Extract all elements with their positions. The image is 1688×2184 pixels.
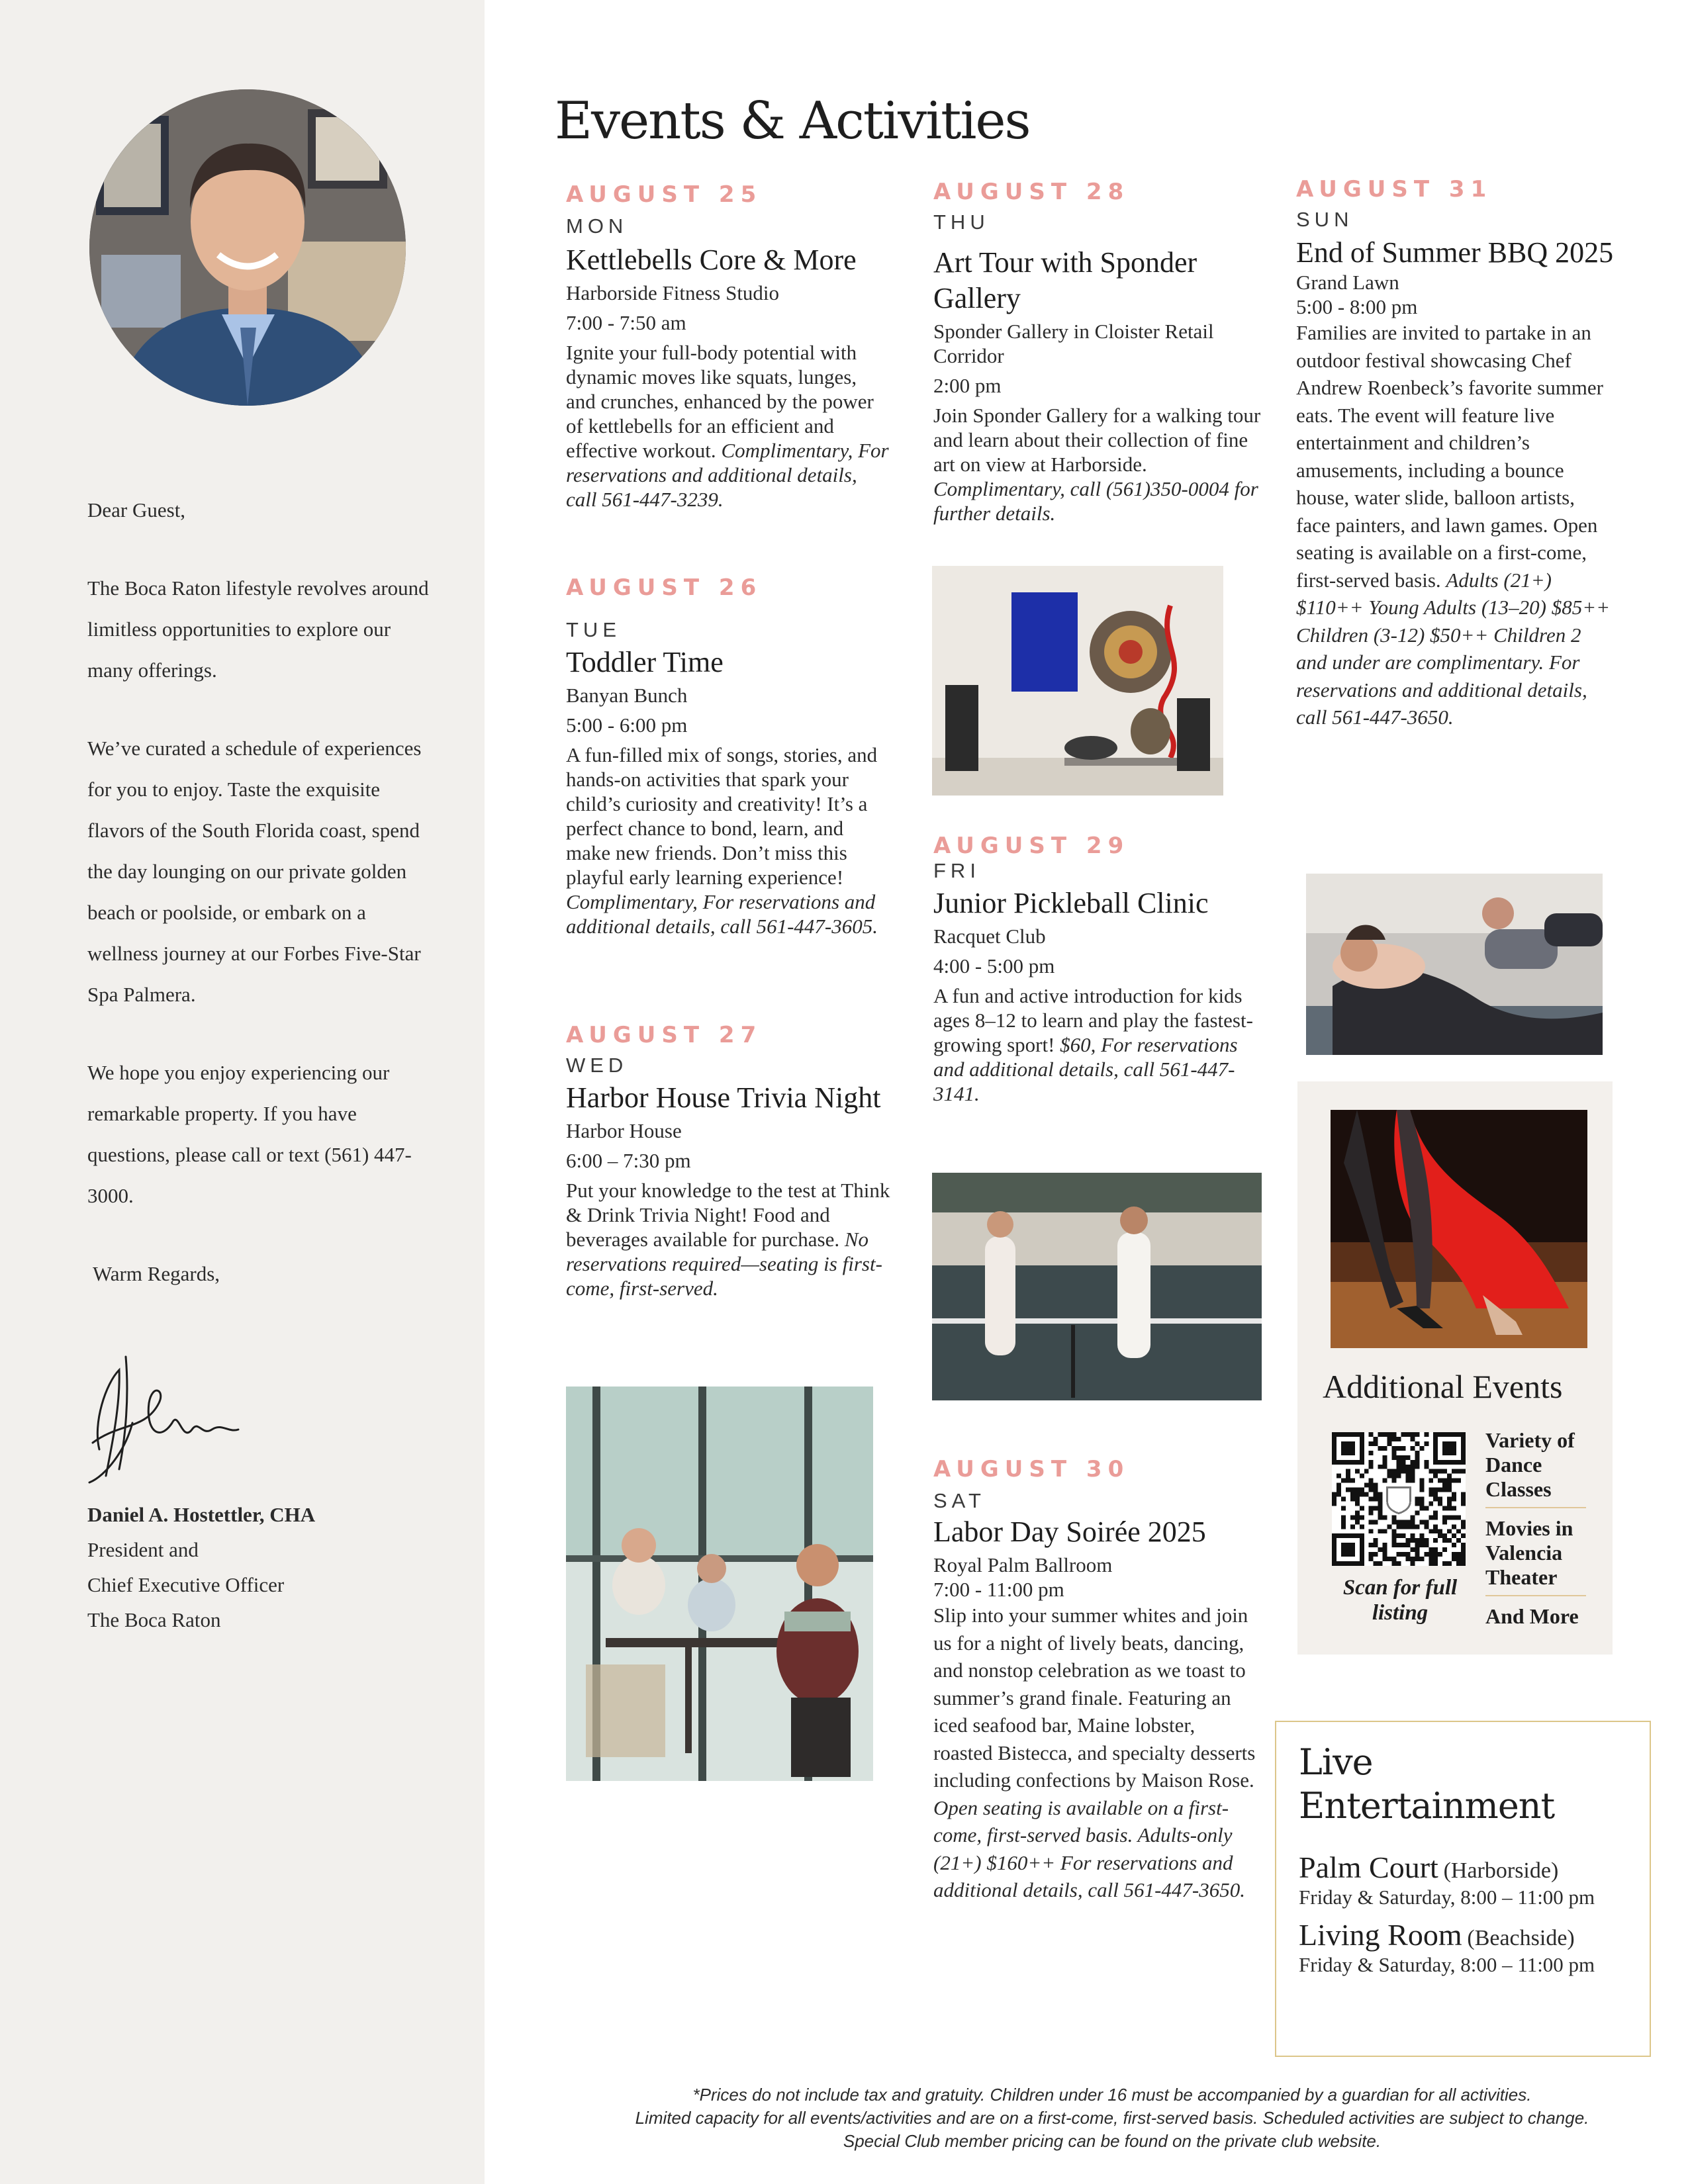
event-date: AUGUST 31: [1296, 176, 1493, 203]
event-date: AUGUST 30: [933, 1456, 1130, 1482]
event-toddler-time: [566, 645, 890, 938]
event-day: TUE: [566, 618, 621, 641]
event-kettlebells: [566, 242, 890, 512]
event-description: A fun-filled mix of songs, stories, and hands-on activities that spark your child’s curiosity and creativity! It’s a perfect chance to bond, learn, and make new friends. Don’t miss this playful early learning experience!: [566, 743, 878, 889]
qr-code[interactable]: [1332, 1432, 1466, 1566]
event-day: MON: [566, 214, 628, 238]
letter-closing: Warm Regards,: [93, 1262, 220, 1285]
event-date: AUGUST 29: [933, 833, 1130, 859]
event-time: 5:00 - 6:00 pm: [566, 713, 688, 737]
additional-events-list: [1485, 1426, 1586, 1634]
event-note: $60, For reservations and additional details, call 561-447-3141.: [933, 1033, 1238, 1105]
event-title: Toddler Time: [566, 646, 724, 678]
event-date: AUGUST 28: [933, 179, 1130, 205]
scan-label: Scan for full listing: [1342, 1576, 1458, 1625]
letter-paragraph: We’ve curated a schedule of experiences for you to enjoy. Taste the exquisite flavors of the South Florida coast, spend the day lounging on our private golden beach or poolside, or embark on a wellness journey at our Forbes Five-Star Spa Palmera.: [87, 737, 422, 1006]
letter-greeting: Dear Guest,: [87, 498, 186, 522]
footer-line: Special Club member pricing can be found on the private club website.: [843, 2131, 1382, 2151]
event-note: No reservations required—seating is first-come, first-served.: [566, 1228, 882, 1300]
event-title: Harbor House Trivia Night: [566, 1081, 881, 1114]
event-title: Labor Day Soirée 2025: [933, 1516, 1206, 1548]
signer-organization: The Boca Raton: [87, 1608, 221, 1631]
event-title: Junior Pickleball Clinic: [933, 887, 1209, 919]
event-description: Ignite your full-body potential with dynamic moves like squats, lunges, and crunches, enhanced by the power of kettlebells for an efficient and effective workout.: [566, 341, 874, 462]
trivia-night-photo: [566, 1387, 873, 1781]
event-date: AUGUST 26: [566, 574, 763, 601]
event-note: Adults (21+) $110++ Young Adults (13–20) $85++ Children (3-12) $50++ Children 2 and under are complimentary. For reservations and additional details, call 561-447-3650.: [1296, 568, 1611, 729]
event-description: Join Sponder Gallery for a walking tour and learn about their collection of fine art on view at Harborside.: [933, 404, 1261, 476]
event-day: THU: [933, 210, 990, 234]
event-venue: Racquet Club: [933, 925, 1046, 948]
event-summer-bbq: [1296, 236, 1614, 731]
event-date: AUGUST 25: [566, 181, 763, 208]
letter-paragraph: The Boca Raton lifestyle revolves around limitless opportunities to explore our many offerings.: [87, 576, 429, 682]
event-venue: Banyan Bunch: [566, 684, 688, 707]
event-labor-day-soiree: [933, 1514, 1258, 1904]
event-venue: Grand Lawn: [1296, 271, 1399, 294]
additional-events-title: Additional Events: [1323, 1368, 1563, 1405]
qr-code-graphic: [1332, 1432, 1466, 1566]
signer-title: Chief Executive Officer: [87, 1573, 285, 1596]
event-pickleball-clinic: [933, 886, 1264, 1106]
venue-name: Palm Court: [1299, 1850, 1438, 1884]
live-entertainment-title: Live Entertainment: [1299, 1741, 1555, 1827]
letter-paragraph: We hope you enjoy experiencing our remarkable property. If you have questions, please call or text (561) 447-3000.: [87, 1061, 412, 1207]
event-date: AUGUST 27: [566, 1022, 763, 1048]
page-title: Events & Activities: [555, 91, 1030, 151]
event-title: End of Summer BBQ 2025: [1296, 236, 1614, 269]
signer-name: Daniel A. Hostettler, CHA: [87, 1503, 316, 1526]
event-day: SUN: [1296, 208, 1354, 231]
event-day: WED: [566, 1054, 628, 1077]
fitness-class-photo: [1306, 874, 1603, 1055]
event-day: SAT: [933, 1489, 986, 1512]
venue-name: Living Room: [1299, 1918, 1462, 1952]
event-note: Open seating is available on a first-come, first-served basis. Adults-only (21+) $160++ For reservations and additional details, call 561-447-3650.: [933, 1796, 1245, 1901]
venue-schedule: Friday & Saturday, 8:00 – 11:00 pm: [1299, 1953, 1595, 1976]
event-time: 2:00 pm: [933, 374, 1002, 397]
president-portrait: [89, 89, 406, 406]
event-note: Complimentary, call (561)350-0004 for further details.: [933, 477, 1258, 525]
event-time: 5:00 - 8:00 pm: [1296, 295, 1418, 318]
venue-location: (Harborside): [1443, 1858, 1559, 1883]
venue-schedule: Friday & Saturday, 8:00 – 11:00 pm: [1299, 1886, 1595, 1909]
event-description: Put your knowledge to the test at Think & Drink Trivia Night! Food and beverages available for purchase.: [566, 1179, 890, 1251]
list-item: Movies in Valencia Theater: [1485, 1508, 1586, 1596]
live-venue-living-room: [1299, 1918, 1595, 1978]
footer-line: *Prices do not include tax and gratuity. Children under 16 must be accompanied by a guardian for all activities.: [692, 2085, 1532, 2105]
footer-line: Limited capacity for all events/activities and are on a first-come, first-served basis. Scheduled activities are subject to change.: [635, 2108, 1589, 2128]
event-title: Art Tour with Sponder Gallery: [933, 246, 1197, 314]
list-item: Variety of Dance Classes: [1485, 1426, 1586, 1508]
event-venue: Harbor House: [566, 1119, 682, 1142]
event-description: A fun and active introduction for kids ages 8–12 to learn and play the fastest-growing sport!: [933, 984, 1253, 1056]
event-note: Complimentary, For reservations and additional details, call 561-447-3605.: [566, 890, 878, 938]
event-venue: Royal Palm Ballroom: [933, 1553, 1113, 1576]
signer-title: President and: [87, 1538, 199, 1561]
event-trivia-night: [566, 1080, 897, 1300]
event-day: FRI: [933, 859, 980, 882]
event-time: 6:00 – 7:30 pm: [566, 1149, 691, 1172]
event-venue: Sponder Gallery in Cloister Retail Corridor: [933, 320, 1214, 367]
event-time: 7:00 - 7:50 am: [566, 311, 686, 334]
signature-graphic: [79, 1343, 265, 1496]
event-time: 7:00 - 11:00 pm: [933, 1578, 1064, 1601]
footer-disclaimer: [549, 2083, 1675, 2153]
event-venue: Harborside Fitness Studio: [566, 281, 780, 304]
event-description: Slip into your summer whites and join us for a night of lively beats, dancing, and nonstop celebration as we toast to summer’s grand finale. Featuring an iced seafood bar, Maine lobster, roasted Bistecca, and specialty desserts including confections by Maison Rose.: [933, 1604, 1256, 1792]
event-note: Complimentary, For reservations and additional details, call 561-447-3239.: [566, 439, 889, 511]
art-gallery-photo: [932, 566, 1223, 796]
welcome-letter: [87, 490, 432, 1295]
list-item: And More: [1485, 1604, 1579, 1628]
pickleball-photo: [932, 1173, 1262, 1400]
portrait-illustration: [89, 89, 406, 406]
dance-photo: [1331, 1110, 1587, 1348]
event-art-tour: [933, 245, 1264, 525]
signer-block: [87, 1497, 458, 1637]
event-description: Families are invited to partake in an outdoor festival showcasing Chef Andrew Roenbeck’s favorite summer eats. The event will feature live entertainment and children’s amusements, including a bounce house, water slide, balloon artists, face painters, and lawn games. Open seating is available on a first-come, first-served basis.: [1296, 321, 1604, 592]
event-time: 4:00 - 5:00 pm: [933, 954, 1055, 978]
venue-location: (Beachside): [1467, 1926, 1575, 1950]
live-venue-palm-court: [1299, 1850, 1595, 1911]
event-title: Kettlebells Core & More: [566, 244, 857, 276]
